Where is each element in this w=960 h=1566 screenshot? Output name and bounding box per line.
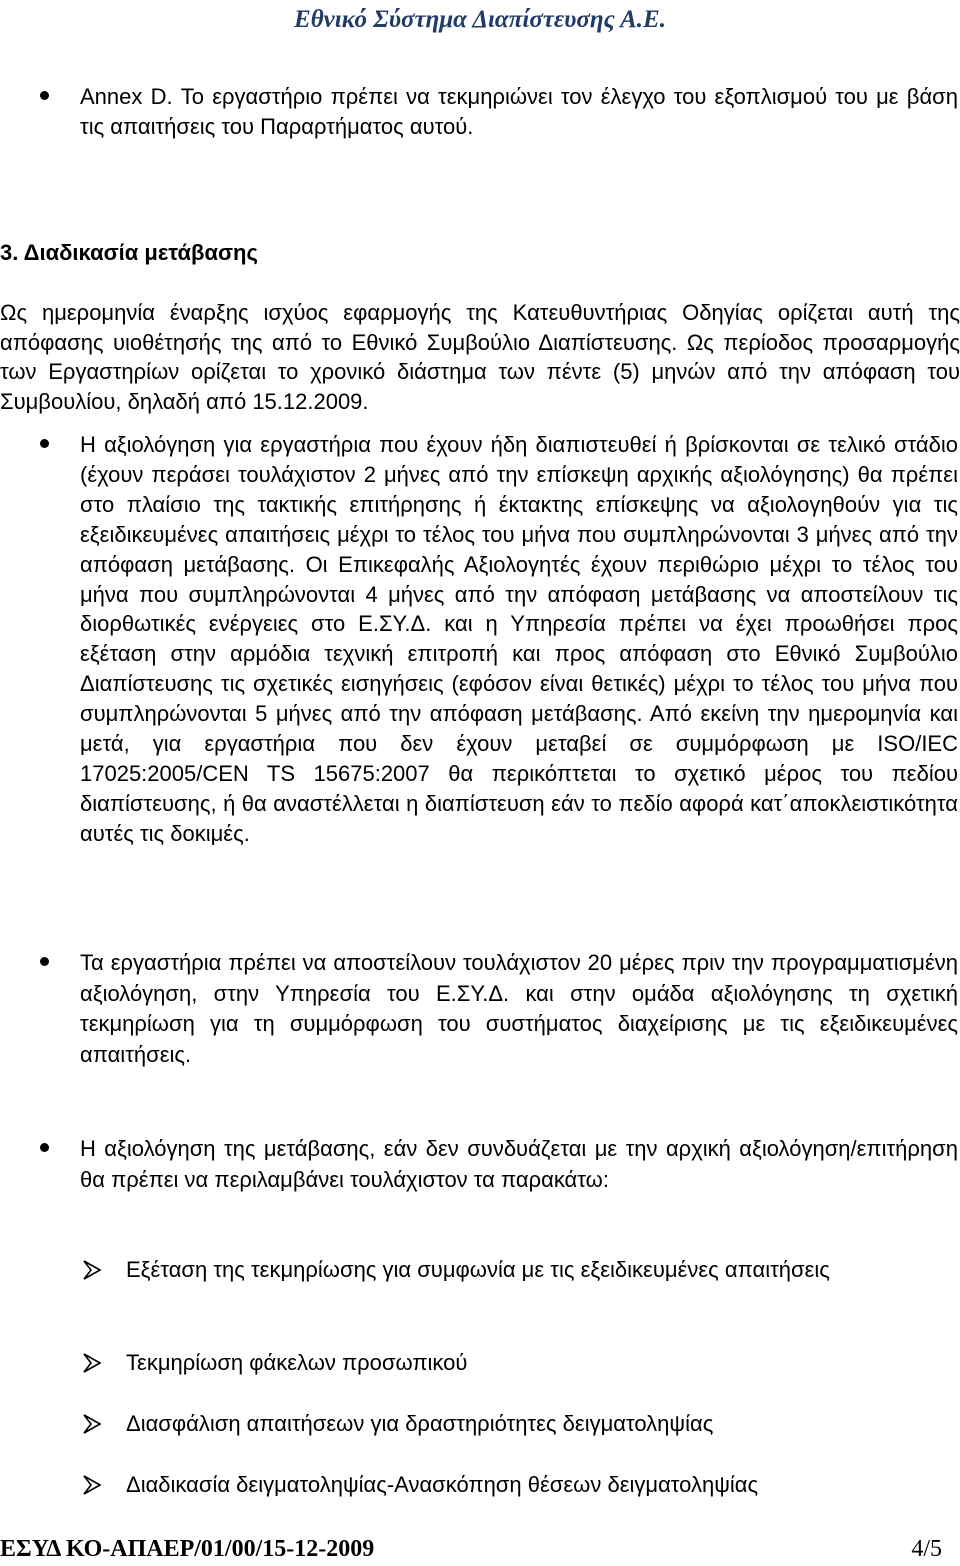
bullet-text: Η αξιολόγηση της μετάβασης, εάν δεν συνδυάζεται με την αρχική αξιολόγηση/επιτήρηση θα πρέπει να περιλαμβάνει τουλάχιστον τα παρακάτω: [80,1136,958,1192]
bullet-item-annex [38,82,960,144]
bullet-text: Τα εργαστήρια πρέπει να αποστείλουν τουλάχιστον 20 μέρες πριν την προγραμματισμένη αξιολόγηση, στην Υπηρεσία του Ε.ΣΥ.Δ. και στην ομάδα αξιολόγησης τη σχετική τεκμηρίωση για τη συμμόρφωση του συστήματος διαχείρισης με τις εξειδικευμένες απαιτήσεις. [80,950,958,1067]
bullet-text: Η αξιολόγηση για εργαστήρια που έχουν ήδη διαπιστευθεί ή βρίσκονται σε τελικό στάδιο (έχουν περάσει τουλάχιστον 2 μήνες από την επίσκεψη αρχικής αξιολόγησης) θα πρέπει στο πλαίσιο της τακτικής επιτήρησης ή έκτακτης επίσκεψης να αξιολογηθούν για τις εξειδικευμένες απαιτήσεις μέχρι το τέλος του μήνα που συμπληρώνονται 3 μήνες από την απόφαση μετάβασης. Οι Επικεφαλής Αξιολογητές έχουν περιθώριο μέχρι το τέλος του μήνα που συμπληρώνονται 4 μήνες από την απόφαση μετάβασης να αποστείλουν τις διορθωτικές ενέργειες στο Ε.ΣΥ.Δ. και η Υπηρεσία πρέπει να έχει προωθήσει προς εξέταση στην αρμόδια τεχνική επιτροπή και προς απόφαση στο Εθνικό Συμβούλιο Διαπίστευσης τις σχετικές εισηγήσεις (εφόσον είναι θετικές) μέχρι το τέλος του μήνα που συμπληρώνονται 5 μήνες από την απόφαση μετάβασης. Από εκείνη την ημερομηνία και μετά, για εργαστήρια που δεν έχουν μεταβεί σε συμμόρφωση με ISO/IEC 17025:2005/CEN TS 15675:2007 θα περικόπτεται το σχετικό μέρος του πεδίου διαπίστευσης, ή θα αναστέλλεται η διαπίστευση εάν το πεδίο αφορά κατ΄αποκλειστικότητα αυτές τις δοκιμές. [80,432,958,846]
sub-item-text: Διασφάλιση απαιτήσεων για δραστηριότητες δειγματοληψίας [126,1411,714,1436]
sub-item-2 [82,1348,960,1380]
section-title: 3. Διαδικασία μετάβασης [0,240,258,265]
sub-item-text: Τεκμηρίωση φάκελων προσωπικού [126,1350,468,1375]
sub-item-text: Εξέταση της τεκμηρίωσης για συμφωνία με τις εξειδικευμένες απαιτήσεις [126,1257,830,1282]
footer-page-number: 4/5 [911,1536,942,1562]
page-header-title: Εθνικό Σύστημα Διαπίστευσης Α.Ε. [294,6,666,33]
arrow-bullet-icon [82,1353,102,1373]
sub-item-4 [82,1470,960,1502]
section-intro-paragraph: Ως ημερομηνία έναρξης ισχύος εφαρμογής της Κατευθυντήριας Οδηγίας ορίζεται αυτή της απόφασης υιοθέτησής της από το Εθνικό Συμβούλιο Διαπίστευσης. Ως περίοδος προσαρμογής των Εργαστηρίων ορίζεται το χρονικό διάστημα των πέντε (5) μηνών από την απόφαση του Συμβουλίου, δηλαδή από 15.12.2009. [0,300,960,414]
bullet-item-1 [38,430,960,960]
bullet-text: Annex D. Το εργαστήριο πρέπει να τεκμηριώνει τον έλεγχο του εξοπλισμού του με βάση τις απαιτήσεις του Παραρτήματος αυτού. [80,84,958,139]
sub-item-text: Διαδικασία δειγματοληψίας-Ανασκόπηση θέσεων δειγματοληψίας [126,1472,759,1497]
sub-item-1 [82,1255,960,1317]
sub-item-3 [82,1409,960,1441]
bullet-item-2 [38,948,960,1068]
arrow-bullet-icon [82,1475,102,1495]
bullet-item-3 [38,1134,960,1226]
arrow-bullet-icon [82,1414,102,1434]
arrow-bullet-icon [82,1260,102,1280]
footer-doc-code: ΕΣΥΔ ΚΟ-ΑΠΑΕΡ/01/00/15-12-2009 [0,1536,375,1562]
